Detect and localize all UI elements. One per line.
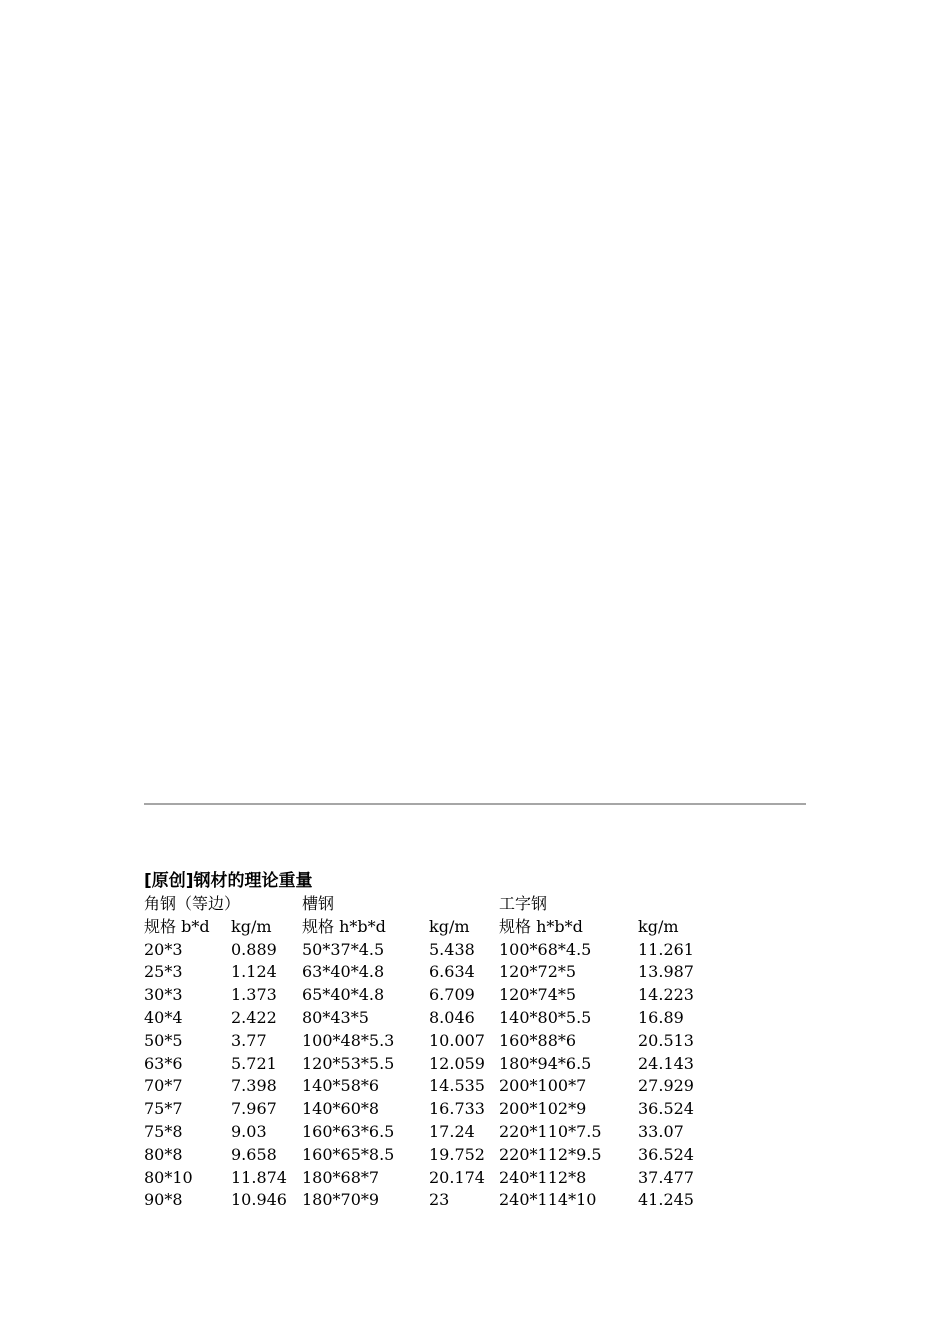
ibeam-weight-cell: 20.513 xyxy=(638,1030,694,1050)
channel-spec-cell: 63*40*4.8 xyxy=(302,962,385,982)
ibeam-spec-cell: 220*112*9.5 xyxy=(499,1144,602,1164)
channel-spec-cell: 180*68*7 xyxy=(302,1167,380,1187)
channel-spec-cell: 80*43*5 xyxy=(302,1007,369,1027)
ibeam-spec-cell: 200*102*9 xyxy=(499,1099,587,1119)
angle-weight-cell: 5.721 xyxy=(231,1053,277,1073)
header-channel-unit: kg/m xyxy=(429,916,470,936)
section-channel-steel: 槽钢 xyxy=(302,894,335,913)
ibeam-weight-cell: 41.245 xyxy=(638,1190,694,1210)
ibeam-spec-cell: 120*72*5 xyxy=(499,962,577,982)
table-row xyxy=(144,1030,718,1053)
table-row xyxy=(144,1189,718,1212)
channel-weight-cell: 23 xyxy=(429,1190,450,1210)
table-row xyxy=(144,1121,718,1144)
channel-spec-cell: 100*48*5.3 xyxy=(302,1030,395,1050)
ibeam-spec-cell: 140*80*5.5 xyxy=(499,1007,592,1027)
table-row xyxy=(144,1144,718,1167)
table-row xyxy=(144,1167,718,1190)
column-header-row xyxy=(144,916,718,939)
angle-spec-cell: 50*5 xyxy=(144,1030,183,1050)
ibeam-spec-cell: 240*112*8 xyxy=(499,1167,587,1187)
angle-weight-cell: 9.658 xyxy=(231,1144,277,1164)
header-ibeam-spec: 规格 h*b*d xyxy=(499,916,583,936)
table-row xyxy=(144,1098,718,1121)
page-divider xyxy=(144,803,806,805)
angle-weight-cell: 1.124 xyxy=(231,962,277,982)
ibeam-spec-cell: 180*94*6.5 xyxy=(499,1053,592,1073)
angle-weight-cell: 7.967 xyxy=(231,1099,277,1119)
ibeam-weight-cell: 37.477 xyxy=(638,1167,694,1187)
angle-spec-cell: 40*4 xyxy=(144,1007,183,1027)
channel-weight-cell: 10.007 xyxy=(429,1030,485,1050)
angle-weight-cell: 11.874 xyxy=(231,1167,287,1187)
angle-weight-cell: 2.422 xyxy=(231,1007,277,1027)
channel-weight-cell: 6.709 xyxy=(429,985,475,1005)
ibeam-weight-cell: 24.143 xyxy=(638,1053,694,1073)
channel-weight-cell: 5.438 xyxy=(429,939,475,959)
document-title: [原创]钢材的理论重量 xyxy=(144,871,313,891)
angle-spec-cell: 63*6 xyxy=(144,1053,183,1073)
angle-spec-cell: 75*8 xyxy=(144,1121,183,1141)
table-row xyxy=(144,939,718,962)
angle-spec-cell: 70*7 xyxy=(144,1076,183,1096)
ibeam-weight-cell: 36.524 xyxy=(638,1144,694,1164)
channel-weight-cell: 6.634 xyxy=(429,962,475,982)
section-header-row xyxy=(144,893,718,916)
ibeam-weight-cell: 36.524 xyxy=(638,1099,694,1119)
angle-weight-cell: 10.946 xyxy=(231,1190,287,1210)
ibeam-weight-cell: 16.89 xyxy=(638,1007,684,1027)
header-channel-spec: 规格 h*b*d xyxy=(302,916,386,936)
channel-weight-cell: 8.046 xyxy=(429,1007,475,1027)
table-row xyxy=(144,1007,718,1030)
channel-spec-cell: 50*37*4.5 xyxy=(302,939,385,959)
angle-spec-cell: 25*3 xyxy=(144,962,183,982)
channel-weight-cell: 19.752 xyxy=(429,1144,485,1164)
channel-spec-cell: 140*58*6 xyxy=(302,1076,380,1096)
channel-weight-cell: 12.059 xyxy=(429,1053,485,1073)
ibeam-spec-cell: 220*110*7.5 xyxy=(499,1121,602,1141)
ibeam-spec-cell: 160*88*6 xyxy=(499,1030,577,1050)
angle-weight-cell: 1.373 xyxy=(231,985,277,1005)
angle-weight-cell: 3.77 xyxy=(231,1030,267,1050)
section-i-beam: 工字钢 xyxy=(499,894,548,913)
angle-spec-cell: 80*8 xyxy=(144,1144,183,1164)
angle-spec-cell: 30*3 xyxy=(144,985,183,1005)
ibeam-spec-cell: 120*74*5 xyxy=(499,985,577,1005)
table-row xyxy=(144,961,718,984)
ibeam-weight-cell: 11.261 xyxy=(638,939,694,959)
angle-weight-cell: 7.398 xyxy=(231,1076,277,1096)
channel-weight-cell: 17.24 xyxy=(429,1121,475,1141)
channel-spec-cell: 65*40*4.8 xyxy=(302,985,385,1005)
ibeam-weight-cell: 33.07 xyxy=(638,1121,684,1141)
channel-weight-cell: 14.535 xyxy=(429,1076,485,1096)
ibeam-spec-cell: 200*100*7 xyxy=(499,1076,587,1096)
table-row xyxy=(144,1053,718,1076)
ibeam-spec-cell: 240*114*10 xyxy=(499,1190,597,1210)
channel-spec-cell: 180*70*9 xyxy=(302,1190,380,1210)
channel-spec-cell: 140*60*8 xyxy=(302,1099,380,1119)
angle-spec-cell: 20*3 xyxy=(144,939,183,959)
channel-weight-cell: 16.733 xyxy=(429,1099,485,1119)
header-ibeam-unit: kg/m xyxy=(638,916,679,936)
ibeam-weight-cell: 27.929 xyxy=(638,1076,694,1096)
channel-spec-cell: 160*63*6.5 xyxy=(302,1121,395,1141)
header-angle-spec: 规格 b*d xyxy=(144,916,210,936)
angle-spec-cell: 80*10 xyxy=(144,1167,193,1187)
table-row xyxy=(144,984,718,1007)
ibeam-weight-cell: 13.987 xyxy=(638,962,694,982)
header-angle-unit: kg/m xyxy=(231,916,272,936)
channel-weight-cell: 20.174 xyxy=(429,1167,485,1187)
angle-spec-cell: 75*7 xyxy=(144,1099,183,1119)
steel-weight-table xyxy=(144,893,718,1212)
ibeam-weight-cell: 14.223 xyxy=(638,985,694,1005)
table-row xyxy=(144,1075,718,1098)
channel-spec-cell: 120*53*5.5 xyxy=(302,1053,395,1073)
section-angle-steel: 角钢（等边） xyxy=(144,894,241,913)
channel-spec-cell: 160*65*8.5 xyxy=(302,1144,395,1164)
ibeam-spec-cell: 100*68*4.5 xyxy=(499,939,592,959)
angle-weight-cell: 9.03 xyxy=(231,1121,267,1141)
angle-spec-cell: 90*8 xyxy=(144,1190,183,1210)
angle-weight-cell: 0.889 xyxy=(231,939,277,959)
